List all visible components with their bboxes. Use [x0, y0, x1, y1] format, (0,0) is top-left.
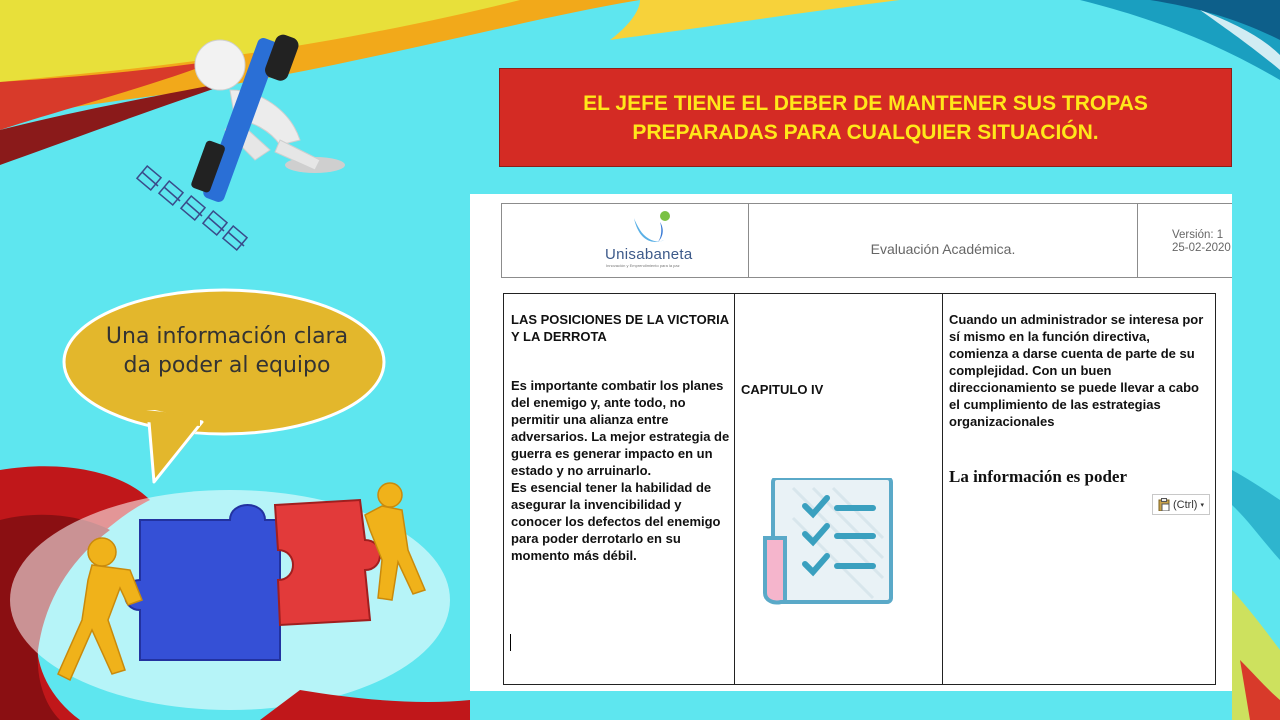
dropdown-arrow-icon: ▾: [1200, 501, 1204, 509]
column-chapter: [735, 294, 943, 684]
unisabaneta-logo-icon: [630, 210, 676, 250]
column-victory-defeat: [504, 294, 735, 684]
checklist-document-icon: [763, 478, 895, 606]
title-text: EL JEFE TIENE EL DEBER DE MANTENER SUS TROPAS PREPARADAS PARA CUALQUIER SITUACIÓN.: [583, 91, 1148, 144]
date-text: 25-02-2020: [1172, 242, 1231, 254]
logo-cell: [502, 204, 749, 277]
paste-options-button[interactable]: [1152, 494, 1210, 515]
chapter-label: CAPITULO IV: [741, 382, 824, 397]
col1-paragraph-2: Es esencial tener la habilidad de asegurar la invencibilidad y conocer los defectos del enemigo para poder derrotarlo en su momento más débil.: [511, 480, 721, 563]
document-header-table: [501, 203, 1232, 278]
header-title: Evaluación Académica.: [870, 240, 1016, 257]
text-cursor: [510, 634, 511, 651]
bubble-text: Una información clara da poder al equipo: [105, 324, 349, 378]
version-text: Versión: 1: [1172, 229, 1224, 241]
stick-figure-pen-illustration: [130, 20, 360, 270]
col3-text: Cuando un administrador se interesa por sí mismo en la función directiva, comienza a darse cuenta de parte de su complejidad. Con un buen direccionamiento se puede llevar a cabo el cumplimiento de las estrategias organizacionales: [949, 312, 1204, 429]
document-screenshot: [470, 194, 1232, 691]
information-quote: La información es poder: [949, 467, 1128, 486]
title-banner: [499, 68, 1232, 167]
col1-paragraph-1: Es importante combatir los planes del enemigo y, ante todo, no permitir una alianza entre adversarios. La mejor estrategia de guerra es generar impacto en un estado y no arruinarlo.: [511, 378, 730, 478]
paste-options-label: (Ctrl): [1173, 498, 1198, 511]
content-table: [503, 293, 1216, 685]
col1-heading: LAS POSICIONES DE LA VICTORIA Y LA DERROTA: [511, 312, 729, 344]
header-title-cell: [749, 204, 1138, 277]
puzzle-teamwork-illustration: [30, 470, 440, 685]
clipboard-icon: [1158, 498, 1170, 511]
column-administrator: [943, 294, 1215, 684]
logo-text: Unisabaneta: [605, 246, 693, 263]
version-cell: [1138, 204, 1232, 277]
logo-tagline: Innovación y Emprendimiento para la paz: [606, 263, 680, 268]
